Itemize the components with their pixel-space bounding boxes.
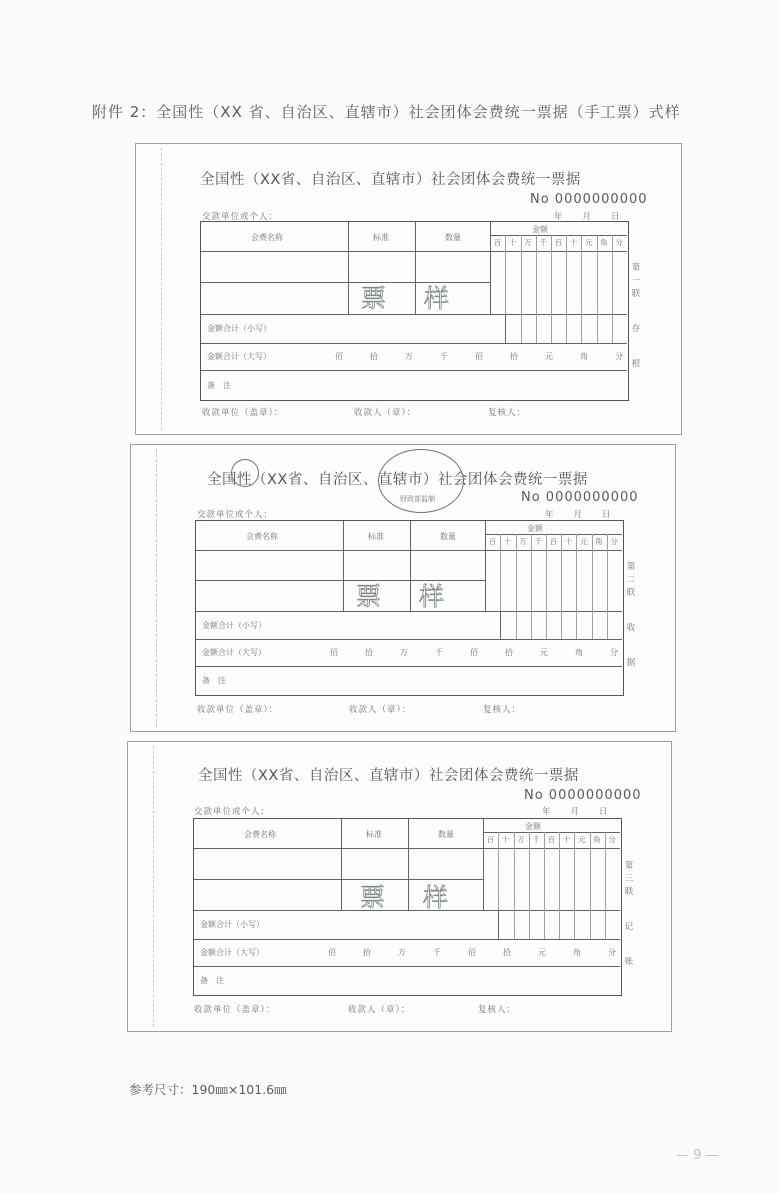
remark-label: 备 注	[207, 381, 231, 390]
ticket-title: 全国性（XX省、自治区、直辖市）社会团体会费统一票据	[207, 472, 588, 488]
payer-label: 交款单位或个人：	[194, 807, 271, 817]
ticket-number: No 0000000000	[521, 490, 639, 505]
sample-watermark: 票样	[361, 284, 488, 313]
page-title: 附件 2：全国性（XX 省、自治区、直辖市）社会团体会费统一票据（手工票）式样	[92, 103, 681, 121]
upper-units: 佰 拾 万 千 佰 拾 元 角 分	[335, 352, 623, 361]
ticket-number: No 0000000000	[524, 788, 642, 803]
copy-side-label: 第 三 联 记 账	[624, 861, 634, 967]
amount-digit-headers	[485, 536, 622, 547]
header-fee-name: 会费名称	[251, 233, 283, 242]
digit-fen: 分	[608, 835, 616, 844]
header-fee-name: 会费名称	[246, 532, 278, 541]
footer-review: 复核人：	[488, 408, 527, 418]
header-standard: 标准	[373, 233, 389, 242]
fee-table	[195, 520, 624, 696]
sample-watermark: 票样	[356, 582, 483, 611]
total-upper-label: 金额合计（大写）	[202, 648, 266, 657]
digit-qian: 千	[539, 238, 547, 247]
copy-side-label: 第 二 联 收 据	[626, 562, 636, 668]
page-number: — 9 —	[676, 1148, 719, 1163]
digit-wan: 万	[524, 238, 532, 247]
digit-ten-thousand: 十	[502, 835, 510, 844]
footer-unit: 收款单位（盖章）：	[194, 1005, 276, 1015]
upper-units: 佰 拾 万 千 佰 拾 元 角 分	[328, 948, 616, 957]
fee-table	[193, 818, 622, 996]
ticket-copy-1	[135, 143, 682, 435]
digit-hundred-thousand: 百	[486, 835, 495, 844]
remark-label: 备 注	[202, 676, 226, 685]
footer-unit: 收款单位（盖章）：	[197, 705, 279, 715]
header-quantity: 数量	[438, 830, 454, 839]
footer-unit: 收款单位（盖章）：	[202, 408, 284, 418]
digit-ten-thousand: 十	[509, 238, 517, 247]
amount-digit-headers	[483, 834, 620, 845]
header-quantity: 数量	[445, 233, 461, 242]
sample-watermark: 票样	[360, 883, 487, 912]
reference-size: 参考尺寸：190㎜×101.6㎜	[129, 1082, 287, 1097]
digit-jiao: 角	[595, 537, 603, 546]
digit-hundred-thousand: 百	[493, 238, 502, 247]
total-lower-label: 金额合计（小写）	[207, 324, 271, 333]
header-quantity: 数量	[440, 532, 456, 541]
footer-receiver: 收款人（章）：	[348, 1005, 411, 1015]
finance-seal-oval	[378, 449, 464, 513]
digit-wan: 万	[517, 835, 525, 844]
copy-side-label: 第 一 联 存 根	[631, 263, 641, 369]
digit-shi: 十	[562, 835, 571, 844]
ticket-copy-2	[130, 444, 676, 732]
ticket-number: No 0000000000	[530, 192, 648, 207]
date-label: 年 月 日	[545, 510, 612, 520]
emblem-circle-icon	[231, 459, 259, 487]
digit-hundred-thousand: 百	[488, 537, 497, 546]
header-amount: 金额	[527, 524, 543, 533]
remark-label: 备 注	[200, 976, 224, 985]
total-upper-label: 金额合计（大写）	[200, 948, 264, 957]
footer-receiver: 收款人（章）：	[349, 705, 412, 715]
digit-fen: 分	[610, 537, 618, 546]
amount-digit-headers	[490, 237, 627, 248]
digit-shi: 十	[564, 537, 573, 546]
digit-yuan: 元	[577, 835, 586, 844]
total-lower-label: 金额合计（小写）	[200, 920, 264, 929]
digit-bai: 百	[554, 238, 563, 247]
digit-fen: 分	[615, 238, 623, 247]
header-fee-name: 会费名称	[244, 830, 276, 839]
payer-label: 交款单位或个人：	[202, 212, 279, 222]
payer-label: 交款单位或个人：	[197, 510, 274, 520]
footer-review: 复核人：	[478, 1005, 517, 1015]
fee-table	[200, 221, 629, 401]
digit-ten-thousand: 十	[504, 537, 512, 546]
date-label: 年 月 日	[542, 807, 609, 817]
header-standard: 标准	[366, 830, 382, 839]
header-amount: 金额	[525, 822, 541, 831]
digit-bai: 百	[547, 835, 556, 844]
digit-qian: 千	[534, 537, 542, 546]
header-standard: 标准	[368, 532, 384, 541]
digit-jiao: 角	[600, 238, 608, 247]
total-lower-label: 金额合计（小写）	[202, 621, 266, 630]
digit-wan: 万	[519, 537, 527, 546]
total-upper-label: 金额合计（大写）	[207, 352, 271, 361]
digit-bai: 百	[549, 537, 558, 546]
seal-text: 财政部监制	[400, 495, 435, 503]
upper-units: 佰 拾 万 千 佰 拾 元 角 分	[330, 648, 618, 657]
digit-qian: 千	[532, 835, 540, 844]
ticket-title: 全国性（XX省、自治区、直辖市）社会团体会费统一票据	[198, 768, 579, 784]
footer-receiver: 收款人（章）：	[354, 408, 417, 418]
date-label: 年 月 日	[554, 212, 621, 222]
ticket-copy-3	[127, 741, 672, 1032]
footer-review: 复核人：	[483, 705, 522, 715]
digit-shi: 十	[569, 238, 578, 247]
digit-yuan: 元	[584, 238, 593, 247]
digit-jiao: 角	[593, 835, 601, 844]
ticket-title: 全国性（XX省、自治区、直辖市）社会团体会费统一票据	[200, 172, 581, 188]
header-amount: 金额	[532, 225, 548, 234]
digit-yuan: 元	[579, 537, 588, 546]
